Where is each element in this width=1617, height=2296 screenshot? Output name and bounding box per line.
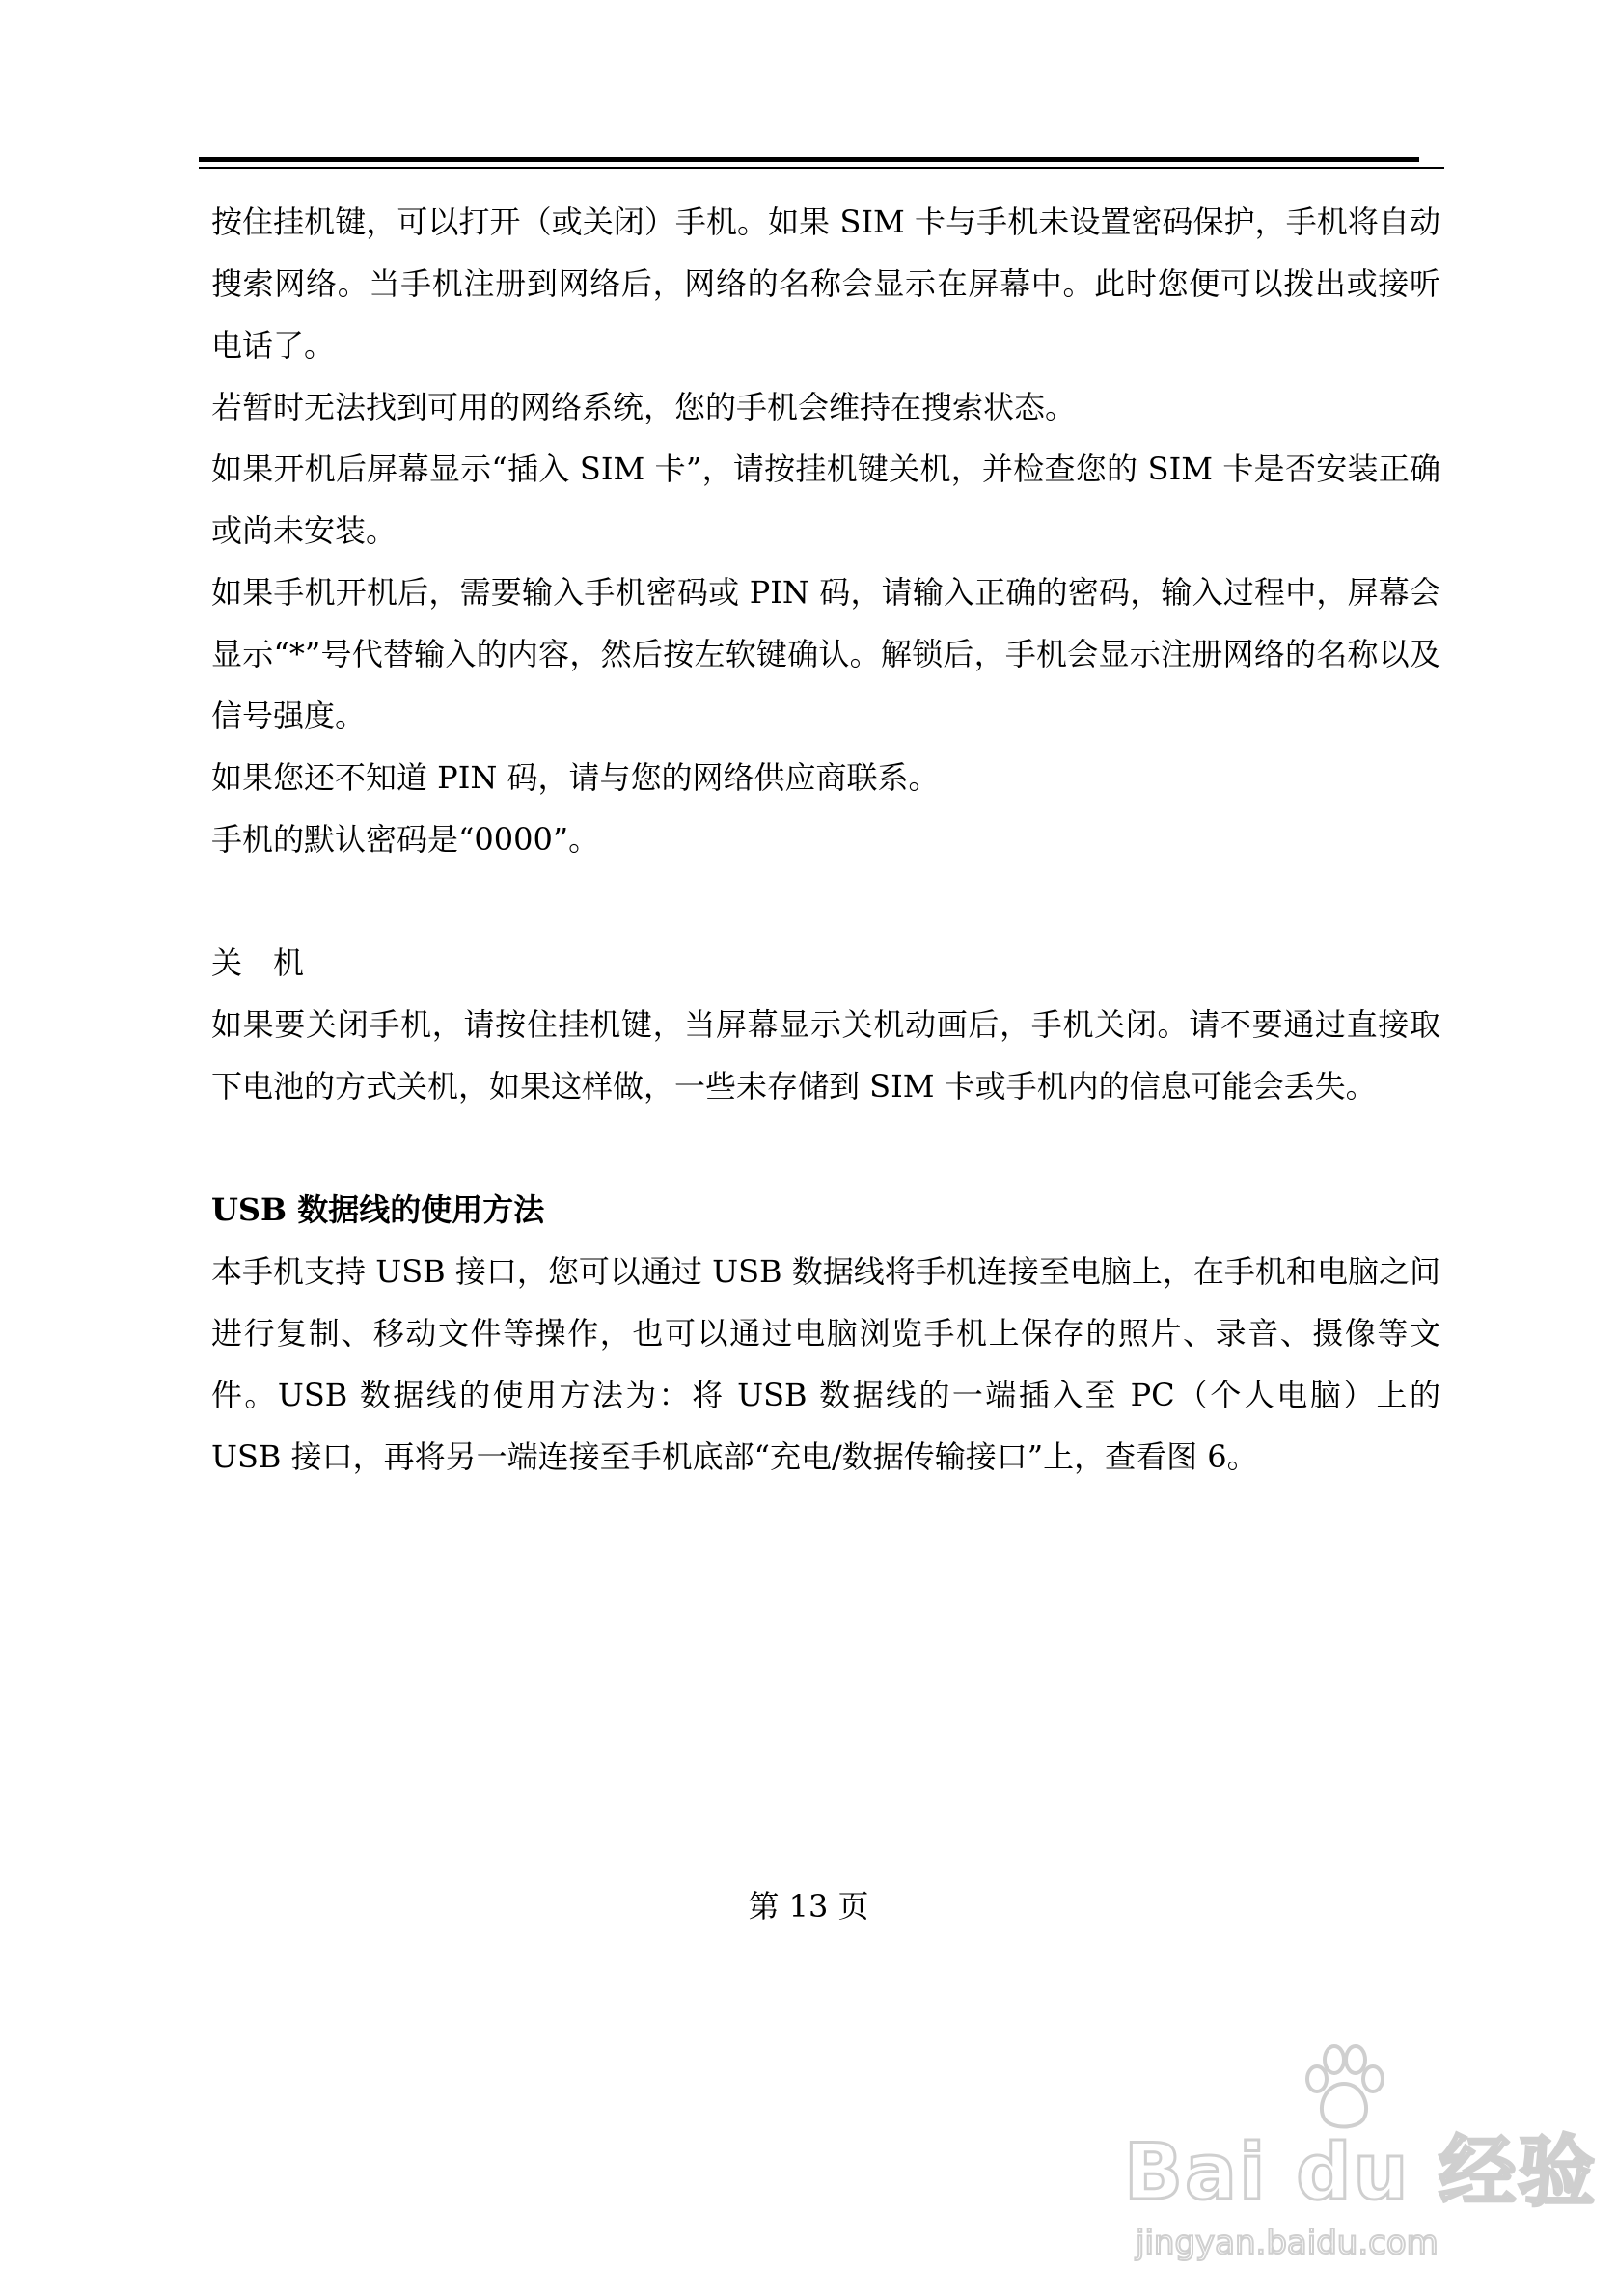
header-rule-thin	[199, 167, 1444, 169]
power-off-paragraph: 如果要关闭手机，请按住挂机键，当屏幕显示关机动画后，手机关闭。请不要通过直接取下电池的方式关机，如果这样做，一些未存储到 SIM 卡或手机内的信息可能会丢失。	[211, 1006, 1440, 1105]
page-number: 第 13 页	[748, 1888, 869, 1925]
usb-paragraph: 本手机支持 USB 接口，您可以通过 USB 数据线将手机连接至电脑上，在手机和电脑之间进行复制、移动文件等操作，也可以通过电脑浏览手机上保存的照片、录音、摄像等文件。USB 数据线的使用方法为：将 USB 数据线的一端插入至 PC（个人电脑）上的 USB 接口，再将另一端连接至手机底部“充电/数据传输接口”上，查看图 6。	[211, 1253, 1440, 1475]
body-paragraph: 按住挂机键，可以打开（或关闭）手机。如果 SIM 卡与手机未设置密码保护，手机将自动搜索网络。当手机注册到网络后，网络的名称会显示在屏幕中。此时您便可以拨出或接听电话了。	[211, 204, 1440, 364]
watermark-url: jingyan.baidu.com	[1136, 2224, 1439, 2262]
page-content	[211, 191, 1440, 1488]
body-paragraph: 如果开机后屏幕显示“插入 SIM 卡”，请按挂机键关机，并检查您的 SIM 卡是否安装正确或尚未安装。	[211, 451, 1440, 549]
power-off-heading: 关 机	[211, 944, 305, 981]
body-paragraph: 如果您还不知道 PIN 码，请与您的网络供应商联系。	[211, 759, 940, 796]
baidu-jingyan-watermark	[1124, 2040, 1598, 2262]
paw-icon	[1296, 2040, 1392, 2137]
usb-heading: USB 数据线的使用方法	[211, 1191, 545, 1228]
watermark-logo: Bai du 经验	[1124, 2127, 1598, 2217]
body-paragraph: 手机的默认密码是“0000”。	[211, 821, 600, 858]
section-gap	[211, 1117, 1440, 1179]
header-rule-thick	[199, 157, 1419, 162]
section-gap	[211, 870, 1440, 932]
body-paragraph: 若暂时无法找到可用的网络系统，您的手机会维持在搜索状态。	[211, 389, 1077, 425]
body-paragraph: 如果手机开机后，需要输入手机密码或 PIN 码，请输入正确的密码，输入过程中，屏幕会显示“*”号代替输入的内容，然后按左软键确认。解锁后，手机会显示注册网络的名称以及信号强度。	[211, 574, 1440, 734]
